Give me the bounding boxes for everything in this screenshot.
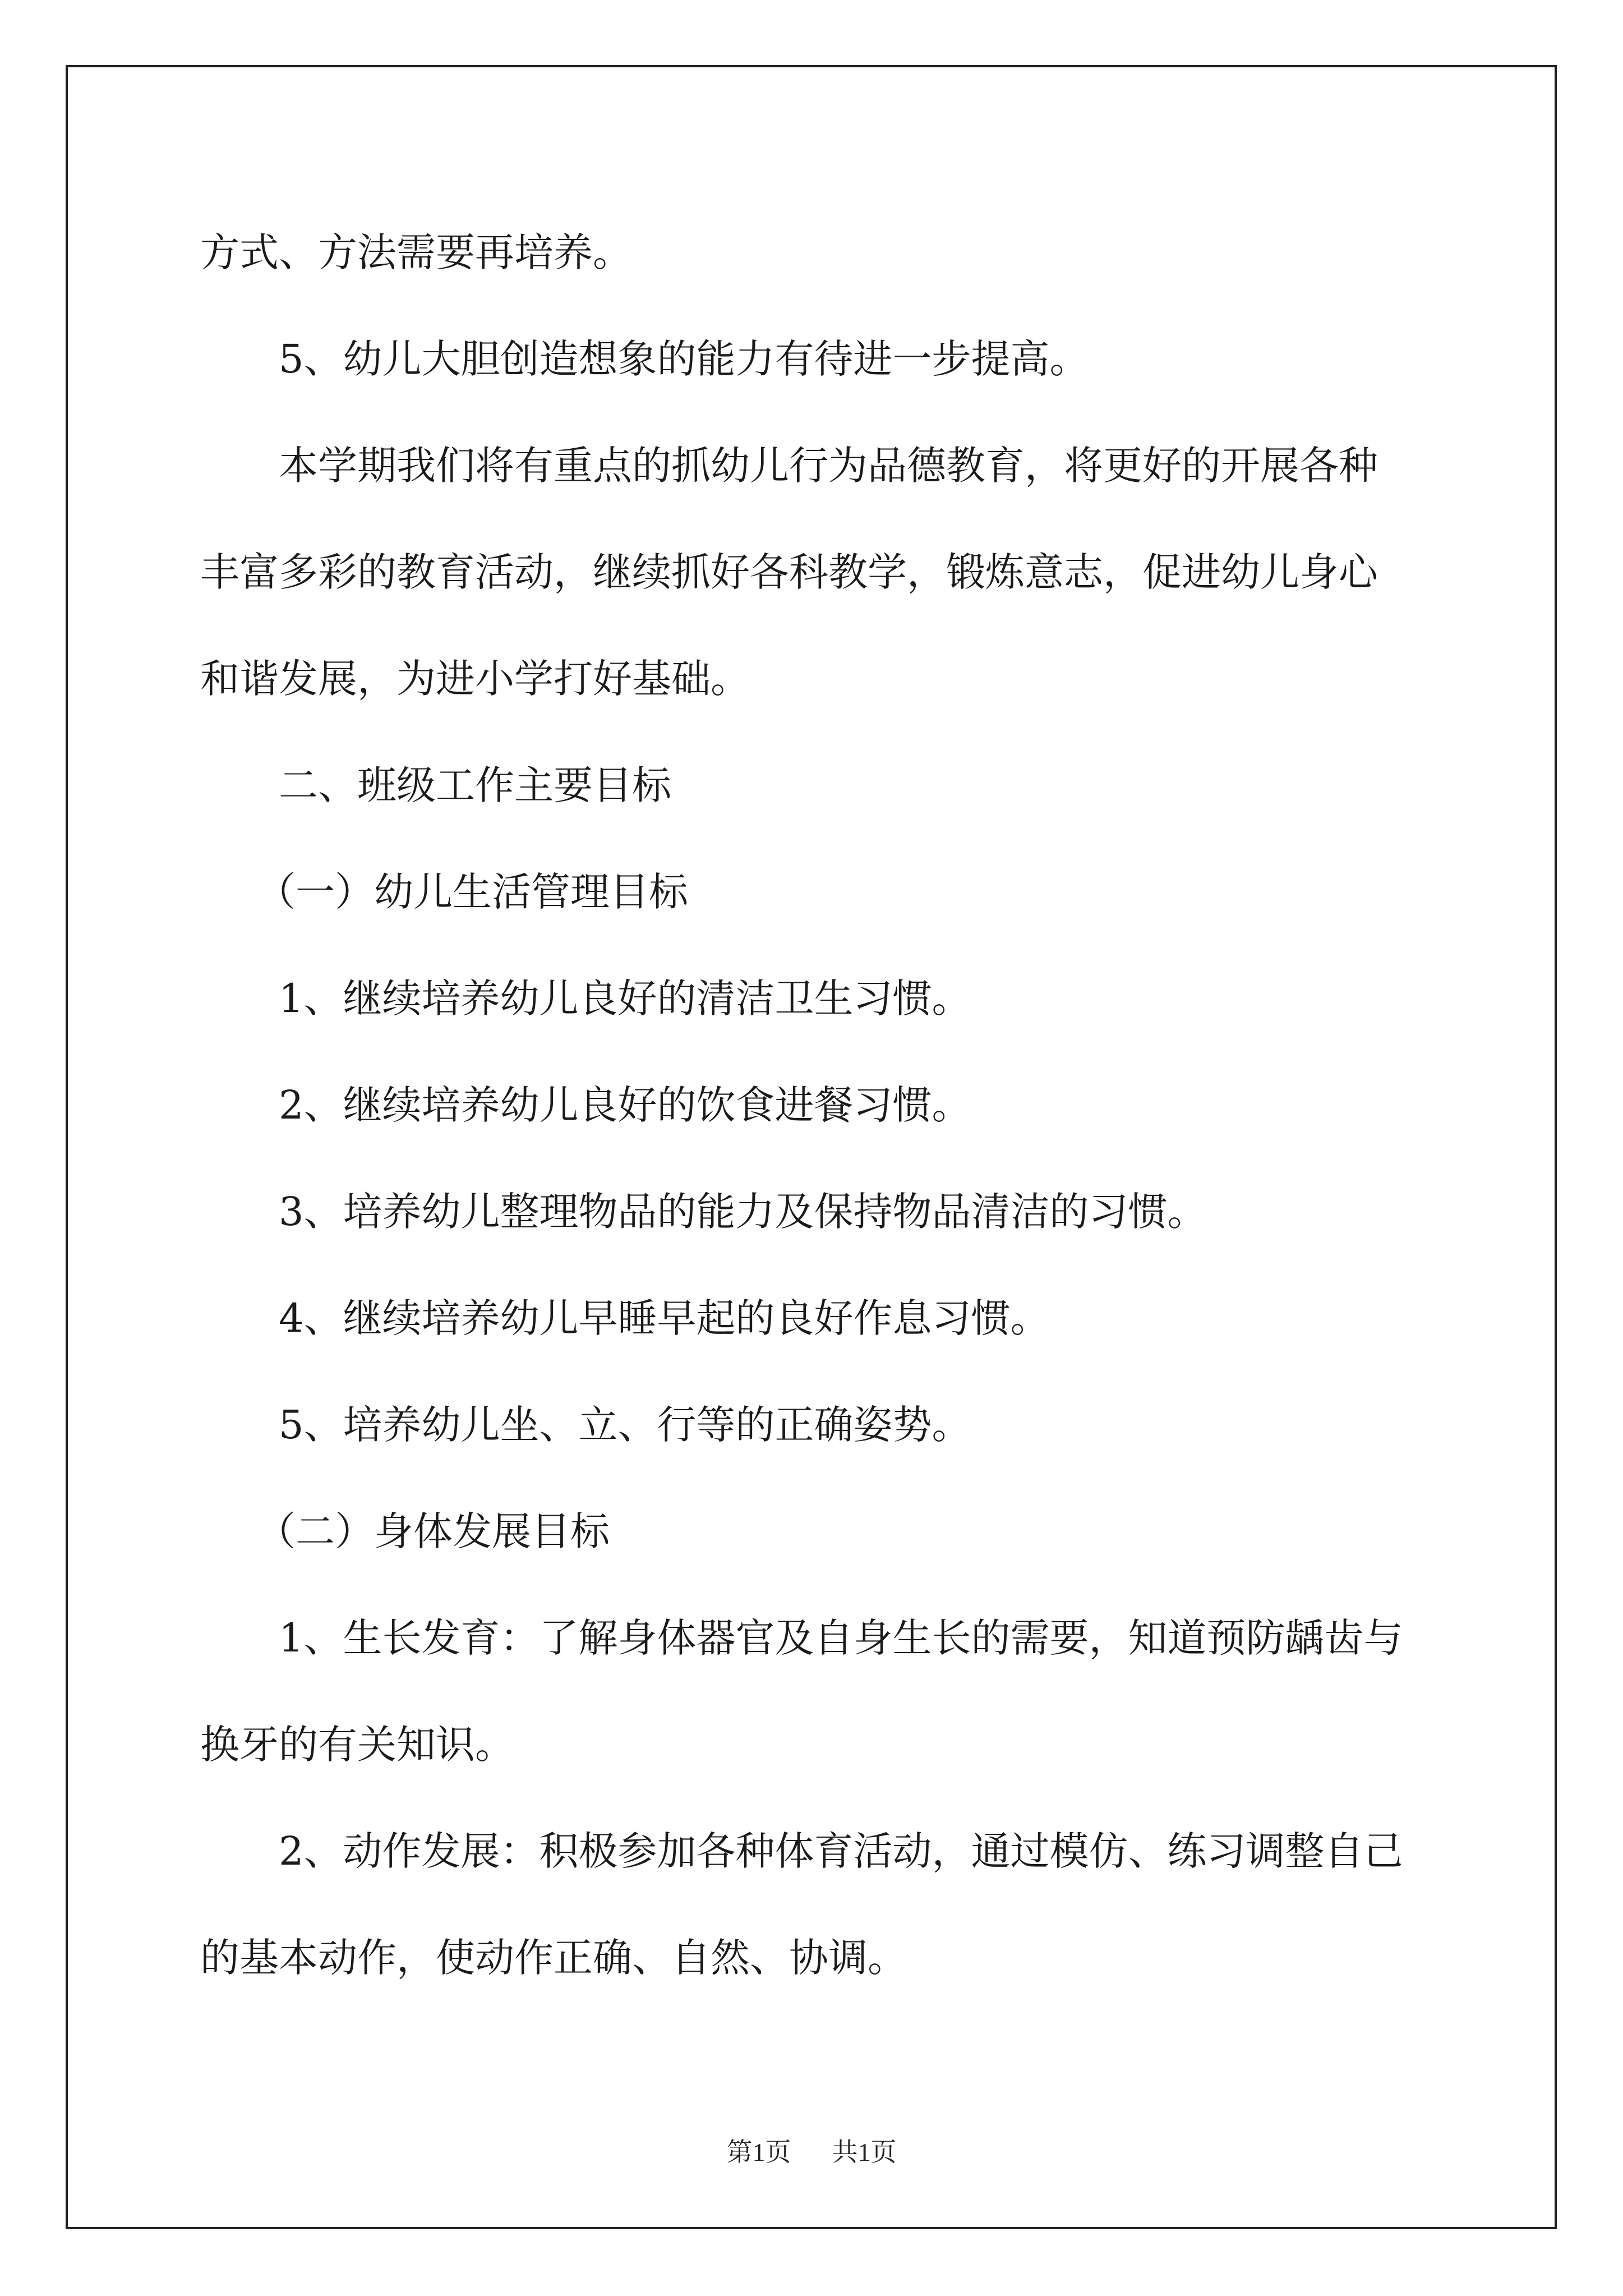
- page-total: 共1页: [832, 2138, 897, 2166]
- list-item-2: 2、继续培养幼儿良好的饮食进餐习惯。: [279, 1082, 971, 1128]
- page-footer: [0, 2132, 1623, 2169]
- paragraph-3-line-1: 本学期我们将有重点的抓幼儿行为品德教育，将更好的开展各种: [279, 443, 1378, 489]
- subsection-heading-1: （一）幼儿生活管理目标: [256, 869, 688, 915]
- paragraph-1: 方式、方法需要再培养。: [200, 229, 632, 275]
- paragraph-3-line-3: 和谐发展，为进小学打好基础。: [200, 656, 750, 702]
- list-item-3: 3、培养幼儿整理物品的能力及保持物品清洁的习惯。: [279, 1189, 1207, 1235]
- list-item-5: 5、培养幼儿坐、立、行等的正确姿势。: [279, 1402, 971, 1448]
- body-item-2-line-1: 2、动作发展：积极参加各种体育活动，通过模仿、练习调整自己: [279, 1828, 1403, 1874]
- list-item-1: 1、继续培养幼儿良好的清洁卫生习惯。: [279, 976, 971, 1022]
- body-item-2-line-2: 的基本动作，使动作正确、自然、协调。: [200, 1935, 907, 1981]
- body-item-1-line-2: 换牙的有关知识。: [200, 1722, 514, 1768]
- paragraph-2: 5、幼儿大胆创造想象的能力有待进一步提高。: [279, 336, 1089, 382]
- paragraph-3-line-2: 丰富多彩的教育活动，继续抓好各科教学，锻炼意志，促进幼儿身心: [200, 549, 1378, 595]
- page-number: 第1页: [726, 2138, 791, 2166]
- list-item-4: 4、继续培养幼儿早睡早起的良好作息习惯。: [279, 1295, 1050, 1341]
- subsection-heading-2: （二）身体发展目标: [256, 1508, 610, 1554]
- section-heading-2: 二、班级工作主要目标: [279, 762, 671, 808]
- body-item-1-line-1: 1、生长发育：了解身体器官及自身生长的需要，知道预防龋齿与: [279, 1615, 1403, 1661]
